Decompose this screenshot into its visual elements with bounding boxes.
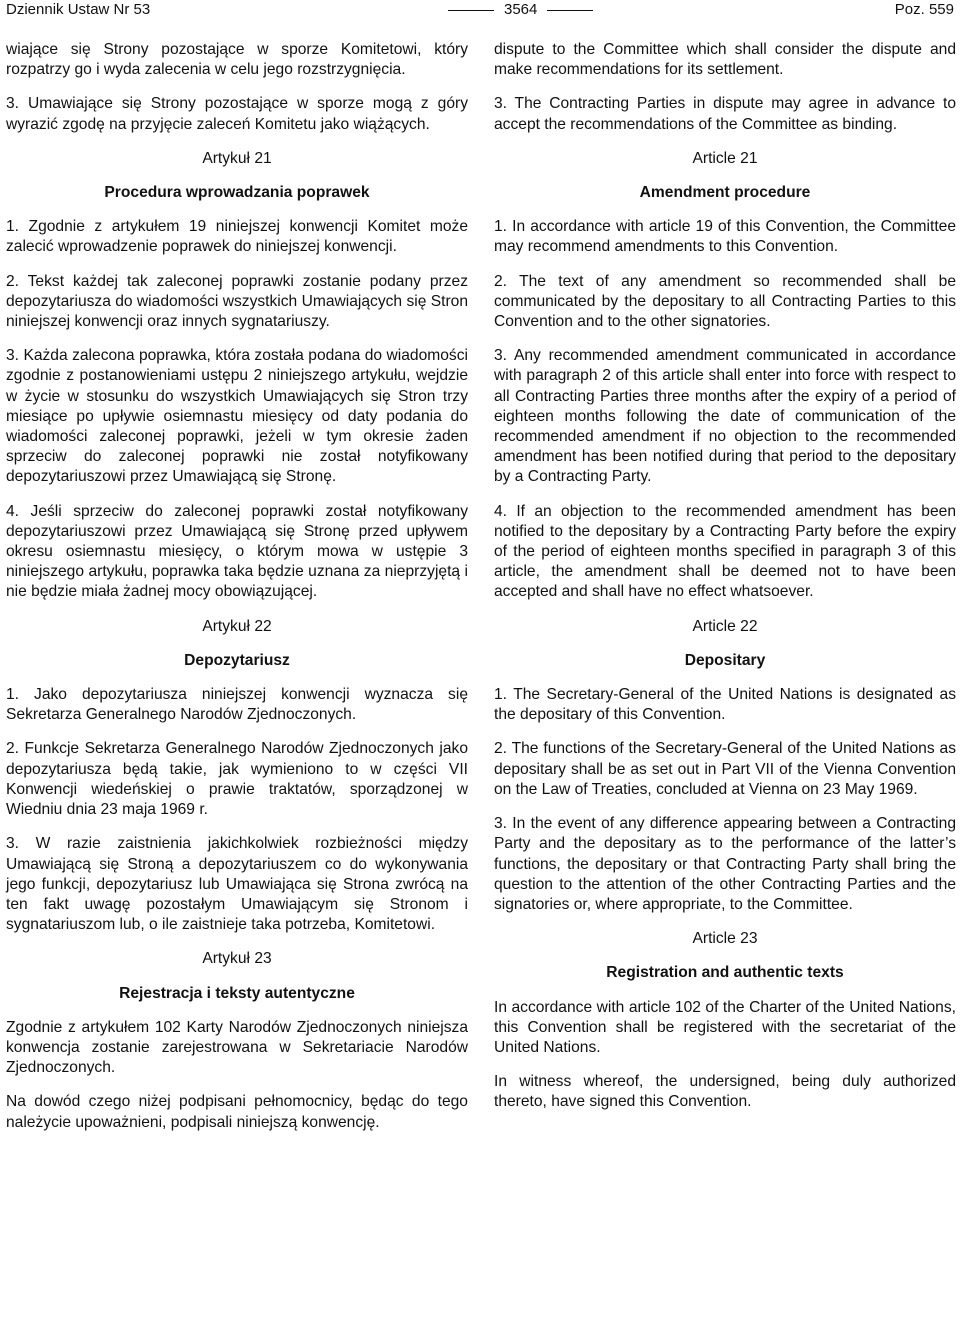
article-heading: Article 23 [692, 930, 758, 948]
paragraph: 4. If an objection to the recommended amendment has been notified to the depositary by a Contracting Party before the expiry of the period of eighteen months specified in paragraph 3 of this article, the amendment shall be deemed not to have been accepted and shall have no effect whatsoever. [494, 502, 956, 601]
paragraph: 2. The text of any amendment so recommended shall be communicated by the depositary to all Contracting Parties to this Convention and to the other signatories. [494, 272, 956, 331]
paragraph: 1. Jako depozytariusza niniejszej konwencji wyznacza się Sekretarza Generalnego Narodów Zjednoczonych. [6, 686, 468, 724]
polish-column [6, 40, 468, 1147]
paragraph: Na dowód czego niżej podpisani pełnomocnicy, będąc do tego należycie upoważnieni, podpisali niniejszą konwencję. [6, 1093, 468, 1131]
paragraph: In witness whereof, the undersigned, being duly authorized thereto, have signed this Convention. [494, 1073, 956, 1111]
journal-title: Dziennik Ustaw Nr 53 [6, 1, 151, 18]
paragraph: 3. Any recommended amendment communicated in accordance with paragraph 2 of this article shall enter into force with respect to all Contracting Parties three months after the expiry of a period of eighteen months following the date of communication of the recommended amendment if no objection to the recommended amendment has been notified during that period to the depositary by a Contracting Party. [494, 347, 956, 486]
paragraph: Zgodnie z artykułem 102 Karty Narodów Zjednoczonych niniejsza konwencja zostanie zarejestrowana w Sekretariacie Narodów Zjednoczonych. [6, 1018, 468, 1077]
paragraph: 2. Funkcje Sekretarza Generalnego Narodów Zjednoczonych jako depozytariusza będą takie, jak wymieniono to w części VII Konwencji wiedeńskiej o prawie traktatów, sporządzonej w Wiedniu dnia 23 maja 1969 r. [6, 740, 468, 819]
dash-right [547, 10, 593, 11]
paragraph: 3. In the event of any difference appearing between a Contracting Party and the depositary as to the performance of the latter’s functions, the depositary or that Contracting Party shall bring the question to the attention of the other Contracting Parties and the signatories or, where appropriate, to the Committee. [494, 815, 956, 913]
paragraph: 4. Jeśli sprzeciw do zaleconej poprawki został notyfikowany depozytariuszowi przez Umawiającą się Stronę przed upływem okresu osiemnastu miesięcy, o którym mowa w ustępie 3 niniejszego artykułu, poprawka taka będzie uznana za nieprzyjętą i nie będzie miała żadnej mocy obowiązującej. [6, 502, 468, 601]
paragraph: wiające się Strony pozostające w sporze Komitetowi, który rozpatrzy go i wyda zalecenia w celu jego rozstrzygnięcia. [6, 41, 468, 79]
article-heading: Article 22 [692, 617, 758, 635]
paragraph: 1. Zgodnie z artykułem 19 niniejszej konwencji Komitet może zalecić wprowadzenie poprawek do niniejszej konwencji. [6, 218, 468, 256]
paragraph: 3. Umawiające się Strony pozostające w sporze mogą z góry wyrazić zgodę na przyjęcie zaleceń Komitetu jako wiążących. [6, 95, 468, 133]
paragraph: In accordance with article 102 of the Charter of the United Nations, this Convention shall be registered with the secretariat of the United Nations. [494, 998, 956, 1056]
article-heading: Artykuł 21 [202, 149, 272, 167]
paragraph: 3. Każda zalecona poprawka, która została podana do wiadomości zgodnie z postanowieniami ustępu 2 niniejszego artykułu, wejdzie w życie w stosunku do wszystkich Umawiających się Stron trzy miesiące po upływie osiemnastu miesięcy od daty podania do wiadomości zaleconej poprawki, jeżeli w tym okresie żaden sprzeciw do zaleconej poprawki nie został notyfikowany depozytariuszowi przez Umawiającą się Stronę. [6, 347, 468, 486]
article-title: Amendment procedure [639, 184, 811, 202]
paragraph: 2. The functions of the Secretary-General of the United Nations as depositary shall be as set out in Part VII of the Vienna Convention on the Law of Treaties, concluded at Vienna on 23 May 1969. [494, 740, 956, 798]
article-title: Procedura wprowadzania poprawek [104, 184, 370, 202]
paragraph: 2. Tekst każdej tak zaleconej poprawki zostanie podany przez depozytariusza do wiadomości wszystkich Umawiających się Stron niniejszej konwencji oraz innych sygnatariuszy. [6, 272, 468, 331]
english-column [494, 40, 956, 1127]
paragraph: 1. The Secretary-General of the United Nations is designated as the depositary of this Convention. [494, 686, 956, 724]
article-heading: Artykuł 22 [202, 617, 272, 635]
article-title: Rejestracja i teksty autentyczne [119, 984, 355, 1002]
position-number: Poz. 559 [894, 1, 954, 18]
paragraph: 1. In accordance with article 19 of this Convention, the Committee may recommend amendments to this Convention. [494, 218, 956, 256]
dash-left [448, 10, 494, 11]
article-heading: Artykuł 23 [202, 950, 272, 968]
paragraph: dispute to the Committee which shall consider the dispute and make recommendations for its settlement. [494, 41, 956, 79]
paragraph: 3. W razie zaistnienia jakichkolwiek rozbieżności między Umawiającą się Stroną a depozytariuszem co do wykonywania jego funkcji, depozytariusz lub Umawiająca się Strona zwrócą na ten fakt uwagę pozostałym Umawiającym się Stronom i sygnatariuszom lub, o ile zaistnieje taka potrzeba, Komitetowi. [6, 835, 468, 934]
article-title: Registration and authentic texts [606, 964, 844, 982]
page-number [438, 0, 603, 20]
page-header [6, 0, 954, 20]
page-number-text: 3564 [504, 1, 538, 18]
article-heading: Article 21 [692, 149, 758, 167]
paragraph: 3. The Contracting Parties in dispute may agree in advance to accept the recommendations of the Committee as binding. [494, 95, 956, 133]
article-title: Depositary [684, 651, 766, 669]
article-title: Depozytariusz [184, 651, 290, 669]
